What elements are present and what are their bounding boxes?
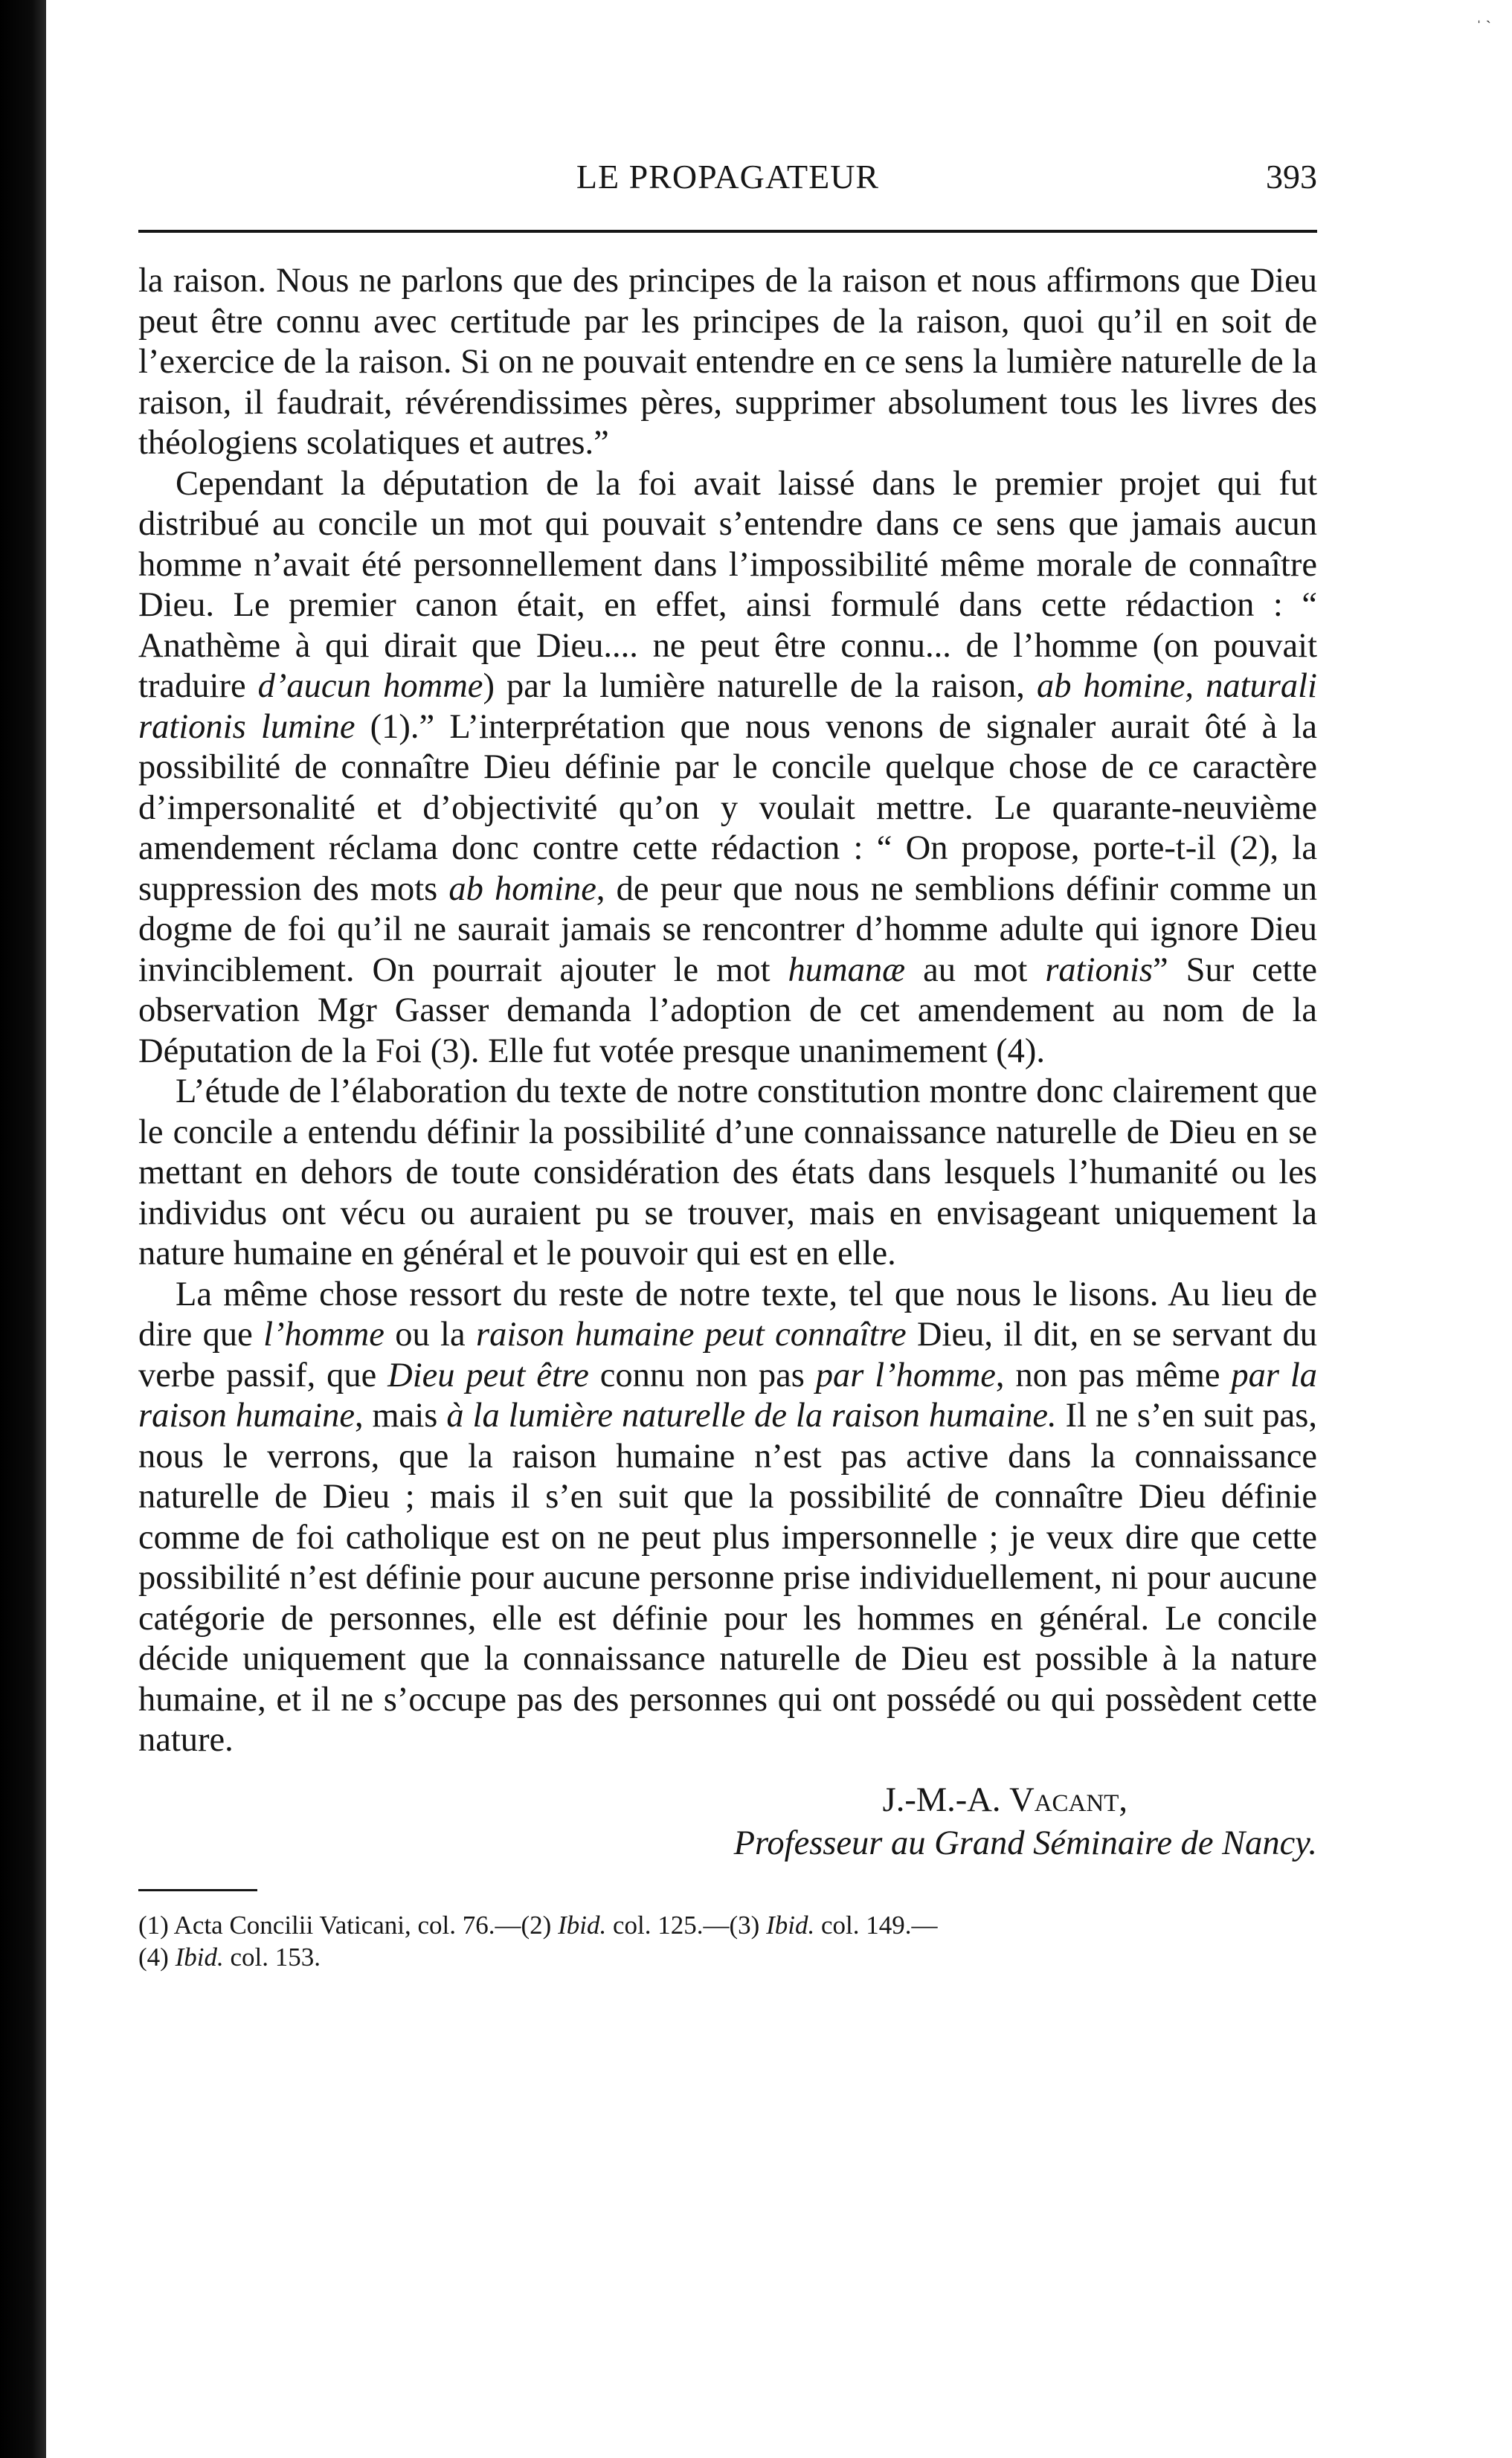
running-head bbox=[138, 152, 1317, 205]
text-segment: (1) Acta Concilii Vaticani, col. 76.—(2) bbox=[138, 1910, 559, 1940]
italic-text: ab homine bbox=[448, 869, 596, 908]
footnote-rule bbox=[138, 1889, 257, 1891]
text-segment: , mais bbox=[354, 1397, 447, 1435]
signature-block bbox=[138, 1779, 1317, 1865]
author-initials: J.-M.-A. bbox=[882, 1780, 1010, 1819]
paragraph bbox=[138, 464, 1317, 1072]
text-segment: (1).” L’interprétation que nous venons de signaler aurait ôté à la possibilité de connaître Dieu définie par le concile quelque chose de ce caractère d’impersonalité et d’objectivité qu’on y voulait mettre. Le quarante-neuvième amendement réclama donc contre cette rédaction : “ On propose, porte-t-il (2), la suppression des mots bbox=[138, 707, 1317, 908]
text-segment: au mot bbox=[905, 950, 1046, 989]
header-rule bbox=[138, 230, 1317, 233]
italic-text: par la raison humaine bbox=[138, 1356, 1318, 1435]
text-segment: L’étude de l’élaboration du texte de notre constitution montre donc clairement que le concile a entendu définir la possibilité d’une connaissance naturelle de Dieu en se mettant en dehors de toute considération des états dans lesquels l’humanité ou les individus ont vécu ou auraient pu se trouver, mais en envisageant uniquement la nature humaine en général et le pouvoir qui est en elle. bbox=[138, 1072, 1317, 1273]
text-segment: , de peur que nous ne semblions définir comme un dogme de foi qu’il ne saurait jamais se rencontrer d’homme adulte qui ignore Dieu invinciblement. On pourrait ajouter le mot bbox=[138, 869, 1318, 989]
text-segment: ou la bbox=[384, 1316, 476, 1354]
text-segment: col. 125.—(3) bbox=[606, 1910, 767, 1940]
author-title: Professeur au Grand Séminaire de Nancy. bbox=[733, 1824, 1317, 1862]
italic-text: Ibid. bbox=[558, 1910, 607, 1940]
text-segment: ) par la lumière naturelle de la raison, bbox=[483, 667, 1037, 705]
book-page bbox=[138, 152, 1317, 1973]
page-number: 393 bbox=[1266, 158, 1317, 196]
text-segment: Cependant la députation de la foi avait laissé dans le premier projet qui fut distribué au concile un mot qui pouvait s’entendre dans ce sens que jamais aucun homme n’avait été personnellement dans l’impossibilité même morale de connaître Dieu. Le premier canon était, en effet, ainsi formulé dans cette rédaction : “ Anathème à qui dirait que Dieu.... ne peut être connu... de l’homme (on pouvait traduire bbox=[138, 464, 1317, 705]
footnote-line bbox=[138, 1941, 1317, 1973]
text-segment: col. 149.— bbox=[814, 1910, 938, 1940]
text-segment: connu non pas bbox=[588, 1356, 816, 1394]
text-segment: , non pas même bbox=[995, 1356, 1232, 1394]
italic-text: Ibid. bbox=[766, 1910, 815, 1940]
author-name bbox=[138, 1779, 1317, 1822]
text-segment: Dieu, il dit, en se servant du verbe passif, que bbox=[138, 1316, 1318, 1394]
text-segment: ” Sur cette observation Mgr Gasser demanda l’adoption de cet amendement au nom de la Députation de la Foi (3). Elle fut votée presque unanimement (4). bbox=[138, 950, 1317, 1070]
text-segment: (4) bbox=[138, 1942, 176, 1972]
italic-text: rationis bbox=[1045, 950, 1154, 989]
text-segment: Il ne s’en suit pas, nous le verrons, que la raison humaine n’est pas active dans la connaissance naturelle de Dieu ; mais il s’en suit que la possibilité de connaître Dieu définie comme de foi catholique est on ne peut plus impersonnelle ; je veux dire que cette possibilité n’est définie pour aucune personne prise individuellement, ni pour aucune catégorie de personnes, elle est définie pour les hommes en général. Le concile décide uniquement que la connaissance naturelle de Dieu est possible à la nature humaine, et il ne s’occupe pas des personnes qui ont possédé ou qui possèdent cette nature. bbox=[138, 1397, 1318, 1759]
paragraph bbox=[138, 261, 1317, 464]
italic-text: humanæ bbox=[788, 950, 906, 989]
italic-text: l’homme bbox=[263, 1316, 385, 1354]
running-title: LE PROPAGATEUR bbox=[576, 158, 880, 196]
author-surname: Vacant, bbox=[1009, 1780, 1127, 1819]
paragraph bbox=[138, 1275, 1317, 1761]
italic-text: d’aucun homme bbox=[257, 667, 483, 705]
text-segment: La même chose ressort du reste de notre texte, tel que nous le lisons. Au lieu de dire que bbox=[138, 1275, 1317, 1354]
footnote-line bbox=[138, 1909, 1317, 1941]
italic-text: raison humaine peut connaître bbox=[475, 1316, 907, 1354]
footnotes bbox=[138, 1909, 1317, 1973]
italic-text: Ibid. bbox=[175, 1942, 224, 1972]
article-body bbox=[138, 261, 1317, 1761]
paragraph bbox=[138, 1072, 1317, 1275]
italic-text: par l’homme bbox=[815, 1356, 996, 1394]
italic-text: à la lumière naturelle de la raison humaine. bbox=[446, 1397, 1057, 1435]
text-segment: la raison. Nous ne parlons que des principes de la raison et nous affirmons que Dieu peut être connu avec certitude par les principes de la raison, quoi qu’il en soit de l’exercice de la raison. Si on ne pouvait entendre en ce sens la lumière naturelle de la raison, il faudrait, révérendissimes pères, supprimer absolument tous les livres des théologiens scolatiques et autres.” bbox=[138, 262, 1317, 462]
italic-text: Dieu peut être bbox=[387, 1356, 589, 1394]
scan-binding-edge bbox=[0, 0, 46, 2458]
italic-text: ab homine, naturali rationis lumine bbox=[138, 667, 1317, 746]
text-segment: col. 153. bbox=[223, 1942, 321, 1972]
scan-specks: ˌ ˎ bbox=[1476, 4, 1491, 23]
